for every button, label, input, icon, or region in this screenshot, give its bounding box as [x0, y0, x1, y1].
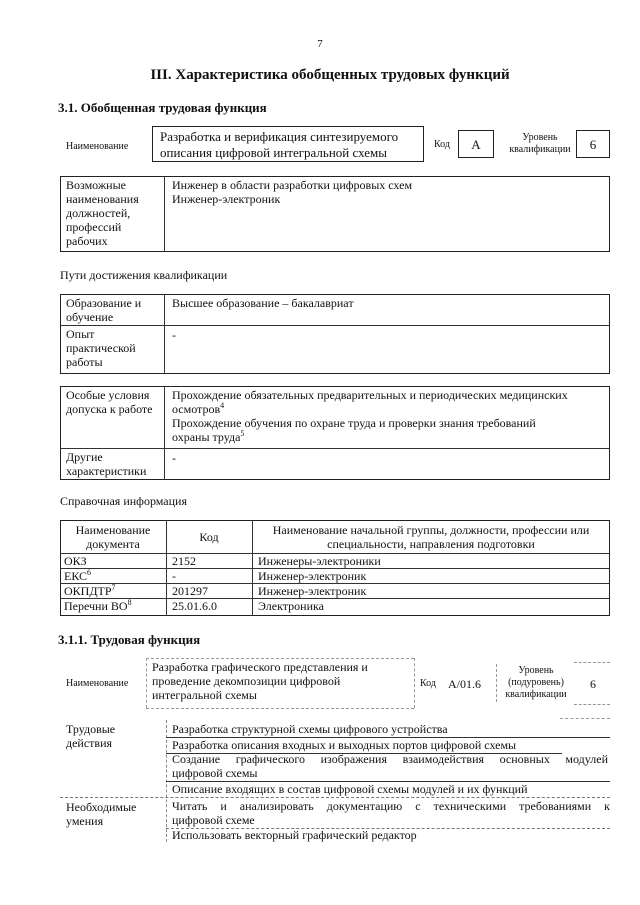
gtf-name-line2: описания цифровой интегральной схемы — [160, 145, 388, 160]
ref-row-name: Инженеры-электроники — [258, 554, 381, 568]
tf-level-label: Уровень (подуровень) квалификации — [505, 665, 567, 700]
ref-row-name: Электроника — [258, 599, 324, 613]
section-title: III. Характеристика обобщенных трудовых функций — [150, 67, 510, 83]
ref-row-code: 25.01.6.0 — [172, 599, 217, 613]
tf-level-value: 6 — [590, 677, 596, 691]
qual-paths-heading: Пути достижения квалификации — [60, 268, 228, 282]
gtf-heading: 3.1. Обобщенная трудовая функция — [58, 100, 267, 115]
ref-row-doc: ОКЗ — [64, 554, 87, 568]
tf-name-value: Разработка графического представления и проведение декомпозиции цифровой интегральной схемы — [152, 660, 368, 702]
conditions-label: Особые условия допуска к работе — [66, 388, 153, 416]
ref-row-doc: ЕКС$^6$ — [64, 568, 92, 583]
action-item: Описание входящих в состав цифровой схемы модулей и их функций — [172, 782, 528, 796]
tf-name-label: Наименование — [66, 678, 129, 689]
education-label: Образование и обучение — [66, 296, 142, 324]
ref-row-name: Инженер-электроник — [258, 584, 367, 598]
skill-item: Читать и анализировать документацию с техническими требованиями к — [172, 799, 610, 813]
other-label: Другие характеристики — [66, 450, 147, 478]
page-number: 7 — [317, 38, 323, 50]
gtf-level-label-1: Уровень — [522, 132, 558, 143]
experience-value: - — [172, 328, 176, 342]
education-value: Высшее образование – бакалавриат — [172, 296, 354, 310]
gtf-level-label-2: квалификации — [509, 144, 571, 155]
gtf-code-value: A — [471, 137, 481, 152]
position-item: Инженер-электроник — [172, 192, 281, 206]
reference-heading: Справочная информация — [60, 494, 187, 508]
ref-row-code: 201297 — [172, 584, 208, 598]
tf-heading: 3.1.1. Трудовая функция — [58, 632, 201, 647]
action-item: цифровой схемы — [172, 766, 258, 780]
ref-row-code: - — [172, 569, 176, 583]
skill-item: Использовать векторный графический редактор — [172, 828, 417, 842]
positions-label: Возможные наименования должностей, профессий рабочих — [66, 178, 139, 248]
skills-label: Необходимые умения — [66, 800, 137, 828]
conditions-value: Прохождение обязательных предварительных и периодических медицинских осмотров$^4$ Прохождение обучения по охране труда и проверки знания требований охраны труда$^5$ — [172, 388, 568, 444]
gtf-level-value: 6 — [589, 137, 597, 152]
other-value: - — [172, 451, 176, 465]
ref-row-name: Инженер-электроник — [258, 569, 367, 583]
experience-label: Опыт практической работы — [66, 327, 136, 369]
gtf-name-label: Наименование — [66, 141, 129, 152]
positions-list — [172, 178, 412, 206]
tf-code-label: Код — [420, 678, 436, 689]
position-item: Инженер в области разработки цифровых схем — [172, 178, 413, 192]
ref-row-code: 2152 — [172, 554, 196, 568]
ref-row-doc: ОКПДТР$^7$ — [64, 583, 116, 598]
action-item: Разработка описания входных и выходных портов цифровой схемы — [172, 738, 517, 752]
gtf-code-label: Код — [434, 139, 450, 150]
action-item: Создание графического изображения взаимодействия основных модулей — [172, 752, 608, 766]
ref-row-doc: Перечни $ВО^8$ — [64, 598, 132, 613]
tf-code-value: A/01.6 — [448, 677, 481, 691]
gtf-name-line1: Разработка и верификация синтезируемого — [160, 129, 399, 144]
ref-col-code: Код — [199, 530, 219, 544]
ref-col-doc: Наименование документа — [75, 523, 151, 551]
action-item: Разработка структурной схемы цифрового устройства — [172, 722, 448, 736]
ref-col-group: Наименование начальной группы, должности, профессии или специальности, направления подготовки — [272, 523, 590, 551]
skill-item: цифровой схеме — [172, 813, 255, 827]
actions-label: Трудовые действия — [66, 722, 116, 750]
